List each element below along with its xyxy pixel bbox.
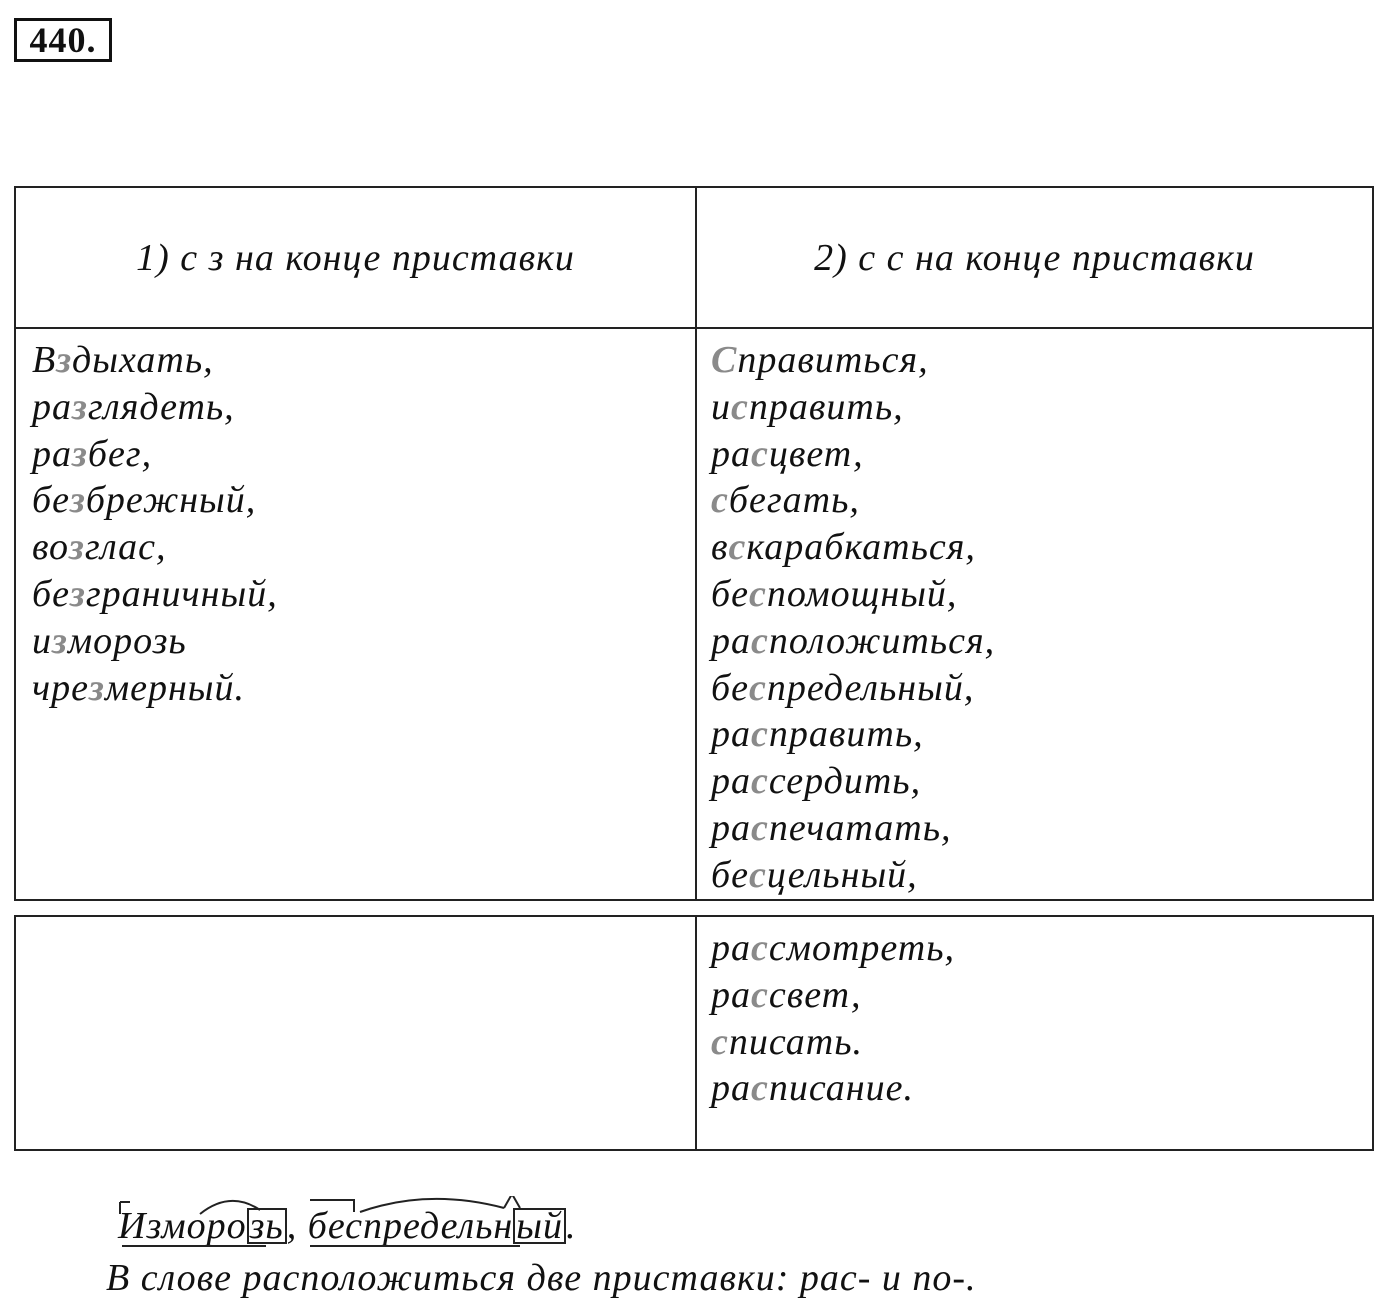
word-item: [711, 1065, 1372, 1112]
word-item: [711, 571, 1372, 618]
col1-cell: [15, 328, 696, 900]
word-part: ра: [711, 973, 751, 1016]
word-part: и: [32, 619, 52, 662]
word-part: в: [711, 526, 729, 569]
word-item: [711, 665, 1372, 712]
word-part: положиться,: [768, 619, 996, 662]
highlighted-letter: с: [711, 479, 729, 522]
highlighted-letter: з: [69, 572, 86, 615]
word-part: предельный,: [766, 666, 975, 709]
word-item: [711, 477, 1372, 524]
word-part: помощный,: [766, 572, 958, 615]
word-item: [32, 524, 695, 571]
word-part: смотреть,: [768, 927, 956, 969]
word-item: [711, 925, 1372, 972]
word-part: ра: [711, 760, 751, 803]
analysis-separator: ,: [286, 1205, 298, 1247]
col2-word-list: [697, 329, 1372, 899]
highlighted-letter: с: [751, 713, 769, 756]
highlighted-letter: с: [728, 526, 747, 569]
word-item: [32, 665, 695, 712]
highlighted-letter: с: [751, 806, 769, 849]
col1-continued-cell: [15, 916, 696, 1150]
highlighted-letter: с: [748, 572, 767, 615]
highlighted-letter: с: [748, 853, 767, 896]
word-part: бе: [711, 572, 749, 615]
word-part: бег,: [87, 432, 153, 475]
word-part: ра: [711, 1067, 751, 1110]
highlighted-letter: з: [69, 479, 86, 522]
word-item: [32, 431, 695, 478]
word-part: править,: [748, 385, 904, 428]
analysis-word-1-stem: Изморо: [118, 1205, 247, 1247]
col1-word-list: [16, 329, 695, 711]
highlighted-letter: с: [731, 385, 749, 428]
col2-continued-word-list: [697, 917, 1372, 1112]
word-part: брежный,: [85, 479, 257, 522]
analysis-word-1: [118, 1204, 287, 1248]
word-item: [711, 524, 1372, 571]
word-part: чре: [32, 666, 89, 709]
word-part: печатать,: [768, 806, 952, 849]
note-text: В слове расположиться две приставки: рас- и по-.: [106, 1257, 977, 1299]
analysis-word-2: [308, 1204, 566, 1248]
word-part: морозь: [67, 619, 187, 662]
morpheme-analysis: [118, 1204, 577, 1254]
word-part: карабкаться,: [746, 526, 976, 569]
highlighted-letter: с: [751, 760, 769, 803]
word-item: [711, 1019, 1372, 1066]
word-part: свет,: [768, 973, 862, 1016]
word-part: ра: [711, 927, 751, 969]
analysis-word-2-ending: ый: [513, 1208, 566, 1244]
highlighted-letter: з: [56, 339, 73, 381]
word-part: ра: [32, 432, 72, 475]
analysis-end: .: [566, 1205, 577, 1247]
highlighted-letter: з: [52, 619, 68, 662]
word-part: во: [32, 526, 69, 569]
word-part: писать.: [728, 1020, 863, 1063]
col2-cell: [696, 328, 1373, 900]
word-part: ра: [711, 432, 751, 475]
word-part: ра: [32, 385, 72, 428]
word-part: ра: [711, 713, 751, 756]
word-item: [711, 618, 1372, 665]
word-part: бе: [32, 572, 70, 615]
table-body-row: [15, 328, 1373, 900]
spelling-table: [14, 186, 1374, 901]
word-part: В: [32, 339, 57, 381]
highlighted-letter: С: [711, 339, 738, 381]
highlighted-letter: з: [69, 526, 85, 569]
word-part: ра: [711, 806, 751, 849]
word-item: [32, 384, 695, 431]
header-col1: 1) с з на конце приставки: [15, 187, 696, 328]
highlighted-letter: с: [751, 619, 769, 662]
word-part: сердить,: [768, 760, 922, 803]
highlighted-letter: з: [72, 385, 88, 428]
header-col2: 2) с с на конце приставки: [696, 187, 1373, 328]
word-item: [32, 337, 695, 384]
word-part: писание.: [768, 1067, 914, 1110]
word-part: бе: [711, 666, 749, 709]
word-item: [711, 384, 1372, 431]
highlighted-letter: с: [751, 432, 769, 475]
word-part: ра: [711, 619, 751, 662]
task-number: 440.: [14, 18, 112, 62]
word-part: граничный,: [85, 572, 278, 615]
highlighted-letter: с: [751, 1067, 769, 1110]
word-part: бе: [711, 853, 749, 896]
word-part: глядеть,: [87, 385, 235, 428]
word-part: дыхать,: [72, 339, 214, 381]
word-part: и: [711, 385, 731, 428]
spelling-table-continued: [14, 915, 1374, 1151]
word-part: править,: [768, 713, 924, 756]
word-item: [711, 758, 1372, 805]
highlighted-letter: з: [89, 666, 105, 709]
word-part: цельный,: [766, 853, 918, 896]
word-item: [32, 477, 695, 524]
word-item: [711, 805, 1372, 852]
word-item: [711, 431, 1372, 478]
word-item: [32, 571, 695, 618]
highlighted-letter: з: [72, 432, 88, 475]
word-part: бе: [32, 479, 70, 522]
analysis-word-1-ending: зь: [247, 1208, 287, 1244]
highlighted-letter: с: [711, 1020, 729, 1063]
word-item: [32, 618, 695, 665]
word-item: [711, 711, 1372, 758]
word-part: мерный.: [104, 666, 246, 709]
word-part: глас,: [84, 526, 167, 569]
table-header-row: [15, 187, 1373, 328]
highlighted-letter: с: [751, 927, 769, 969]
highlighted-letter: с: [748, 666, 767, 709]
word-part: правиться,: [737, 339, 929, 381]
col2-continued-cell: [696, 916, 1373, 1150]
word-item: [711, 972, 1372, 1019]
analysis-word-2-stem: беспредельн: [307, 1205, 514, 1247]
table-continued-row: [15, 916, 1373, 1150]
highlighted-letter: с: [751, 973, 769, 1016]
word-item: [711, 337, 1372, 384]
word-part: бегать,: [728, 479, 860, 522]
word-item: [711, 852, 1372, 899]
word-part: цвет,: [768, 432, 864, 475]
